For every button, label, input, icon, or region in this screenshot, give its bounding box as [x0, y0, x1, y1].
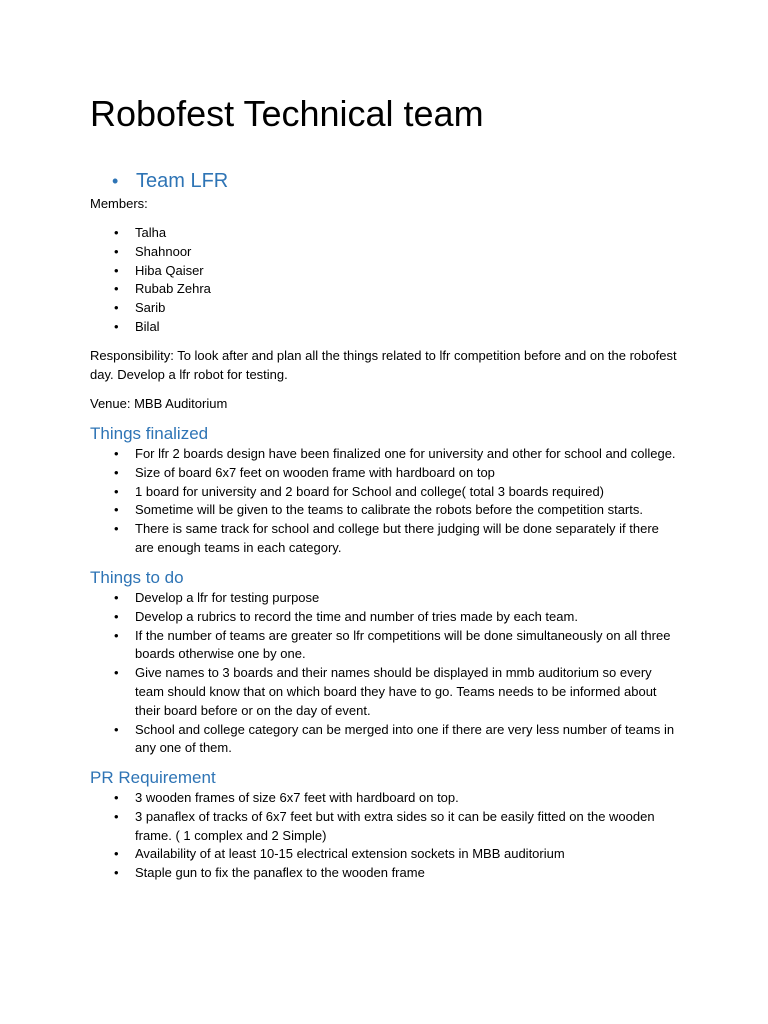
list-item: • Develop a lfr for testing purpose [90, 589, 680, 608]
bullet-icon: • [114, 608, 119, 624]
bullet-icon: • [114, 446, 119, 461]
team-heading [112, 168, 228, 194]
bullet-icon: • [114, 627, 119, 643]
members-label: Members: [90, 196, 148, 211]
list-item: • For lfr 2 boards design have been finalized one for university and other for school and college. [90, 445, 680, 464]
list-item: • Size of board 6x7 feet on wooden frame with hardboard on top [90, 464, 680, 483]
list-item: • Rubab Zehra [90, 280, 690, 299]
team-heading-text: Team LFR [136, 170, 229, 192]
bullet-icon: • [114, 243, 119, 259]
venue-paragraph: Venue: MBB Auditorium [90, 396, 228, 411]
bullet-icon: • [114, 262, 119, 278]
list-item: • Develop a rubrics to record the time and number of tries made by each team. [90, 608, 680, 627]
list-item: • Shahnoor [90, 243, 690, 262]
bullet-icon: • [112, 171, 119, 191]
things-to-do-heading: Things to do [90, 568, 184, 587]
pr-requirement-heading: PR Requirement [90, 768, 216, 787]
bullet-icon: • [114, 521, 119, 537]
list-item: • 1 board for university and 2 board for School and college( total 3 boards required) [90, 483, 680, 502]
members-list [90, 224, 690, 337]
things-finalized-list [90, 445, 680, 558]
bullet-icon: • [114, 300, 119, 316]
things-to-do-list [90, 589, 680, 758]
bullet-icon: • [114, 721, 119, 737]
list-item: • Sarib [90, 299, 690, 318]
responsibility-paragraph: Responsibility: To look after and plan all the things related to lfr competition before and on the robofest day. Develop a lfr robot for testing. [90, 348, 677, 382]
bullet-icon: • [114, 502, 119, 518]
document-title: Robofest Technical team [90, 93, 484, 134]
bullet-icon: • [114, 590, 119, 605]
list-item: • Talha [90, 224, 690, 243]
list-item: • 3 panaflex of tracks of 6x7 feet but with extra sides so it can be easily fitted on the wooden frame. ( 1 complex and 2 Simple) [114, 808, 655, 843]
bullet-icon: • [114, 865, 119, 881]
bullet-icon: • [114, 808, 119, 824]
bullet-icon: • [114, 225, 119, 240]
bullet-icon: • [114, 846, 119, 862]
list-item: • 3 wooden frames of size 6x7 feet with hardboard on top. [90, 789, 680, 808]
list-item: • If the number of teams are greater so lfr competitions will be done simultaneously on all three boards otherwise one by one. [114, 627, 671, 662]
list-item: • Hiba Qaiser [90, 262, 690, 281]
bullet-icon: • [114, 483, 119, 499]
things-finalized-heading: Things finalized [90, 424, 209, 443]
bullet-icon: • [114, 281, 119, 297]
bullet-icon: • [114, 318, 119, 334]
list-item: • Bilal [90, 318, 690, 337]
pr-requirement-list [90, 789, 680, 883]
list-item: • Sometime will be given to the teams to calibrate the robots before the competition starts. [90, 501, 680, 520]
bullet-icon: • [114, 790, 119, 805]
bullet-icon: • [114, 665, 119, 681]
list-item: • There is same track for school and college but there judging will be done separately if there are enough teams in each category. [114, 521, 659, 555]
list-item: • School and college category can be merged into one if there are very less number of teams in any one of them. [114, 721, 675, 756]
list-item: • Give names to 3 boards and their names should be displayed in mmb auditorium so every team should know that on which board they have to go. Teams needs to be informed about their board before or on the day of event. [114, 665, 657, 718]
list-item: • Staple gun to fix the panaflex to the wooden frame [90, 864, 680, 883]
list-item: • Availability of at least 10-15 electrical extension sockets in MBB auditorium [90, 845, 680, 864]
bullet-icon: • [114, 464, 119, 480]
